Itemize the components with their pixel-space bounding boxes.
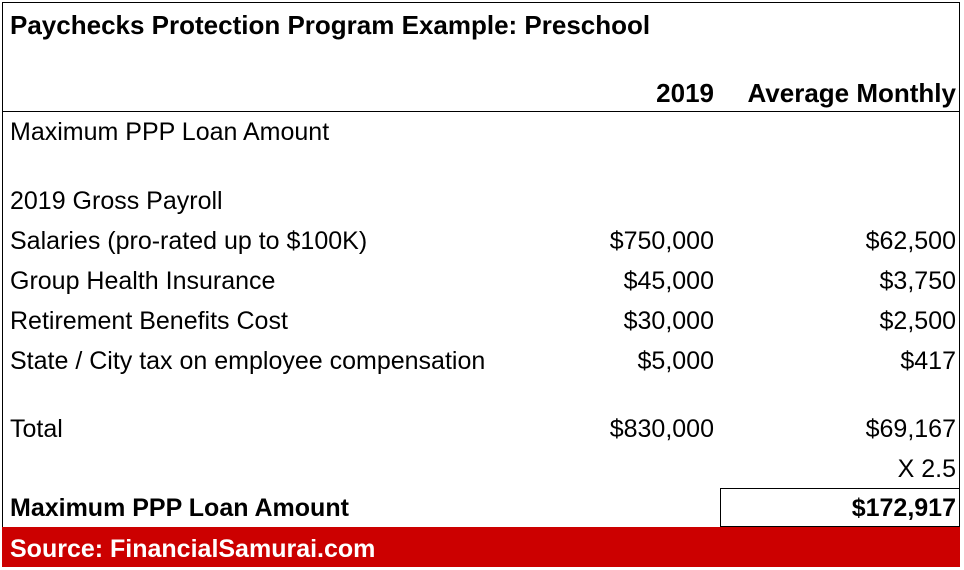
row-annual-value: $750,000	[609, 227, 714, 255]
row-label: Group Health Insurance	[10, 267, 276, 295]
row-monthly-value: $2,500	[879, 307, 956, 335]
source-credit: Source: FinancialSamurai.com	[10, 535, 376, 563]
column-header-average-monthly: Average Monthly	[747, 78, 956, 108]
row-label: State / City tax on employee compensation	[10, 347, 486, 375]
subheading-gross-payroll: 2019 Gross Payroll	[10, 187, 223, 215]
result-label: Maximum PPP Loan Amount	[10, 494, 349, 522]
row-label: Retirement Benefits Cost	[10, 307, 288, 335]
row-annual-value: $5,000	[637, 347, 714, 375]
row-monthly-value: $62,500	[865, 227, 956, 255]
table-title: Paychecks Protection Program Example: Preschool	[10, 10, 651, 40]
multiplier: X 2.5	[897, 455, 956, 483]
section-heading: Maximum PPP Loan Amount	[10, 118, 330, 146]
total-monthly-value: $69,167	[865, 415, 956, 443]
row-monthly-value: $417	[900, 347, 956, 375]
row-annual-value: $30,000	[623, 307, 714, 335]
header-divider	[2, 111, 960, 112]
row-label: Salaries (pro-rated up to $100K)	[10, 227, 368, 255]
row-annual-value: $45,000	[623, 267, 714, 295]
result-value: $172,917	[851, 494, 956, 522]
total-annual-value: $830,000	[609, 415, 714, 443]
column-header-2019: 2019	[656, 78, 714, 108]
row-monthly-value: $3,750	[879, 267, 956, 295]
total-label: Total	[10, 415, 63, 443]
